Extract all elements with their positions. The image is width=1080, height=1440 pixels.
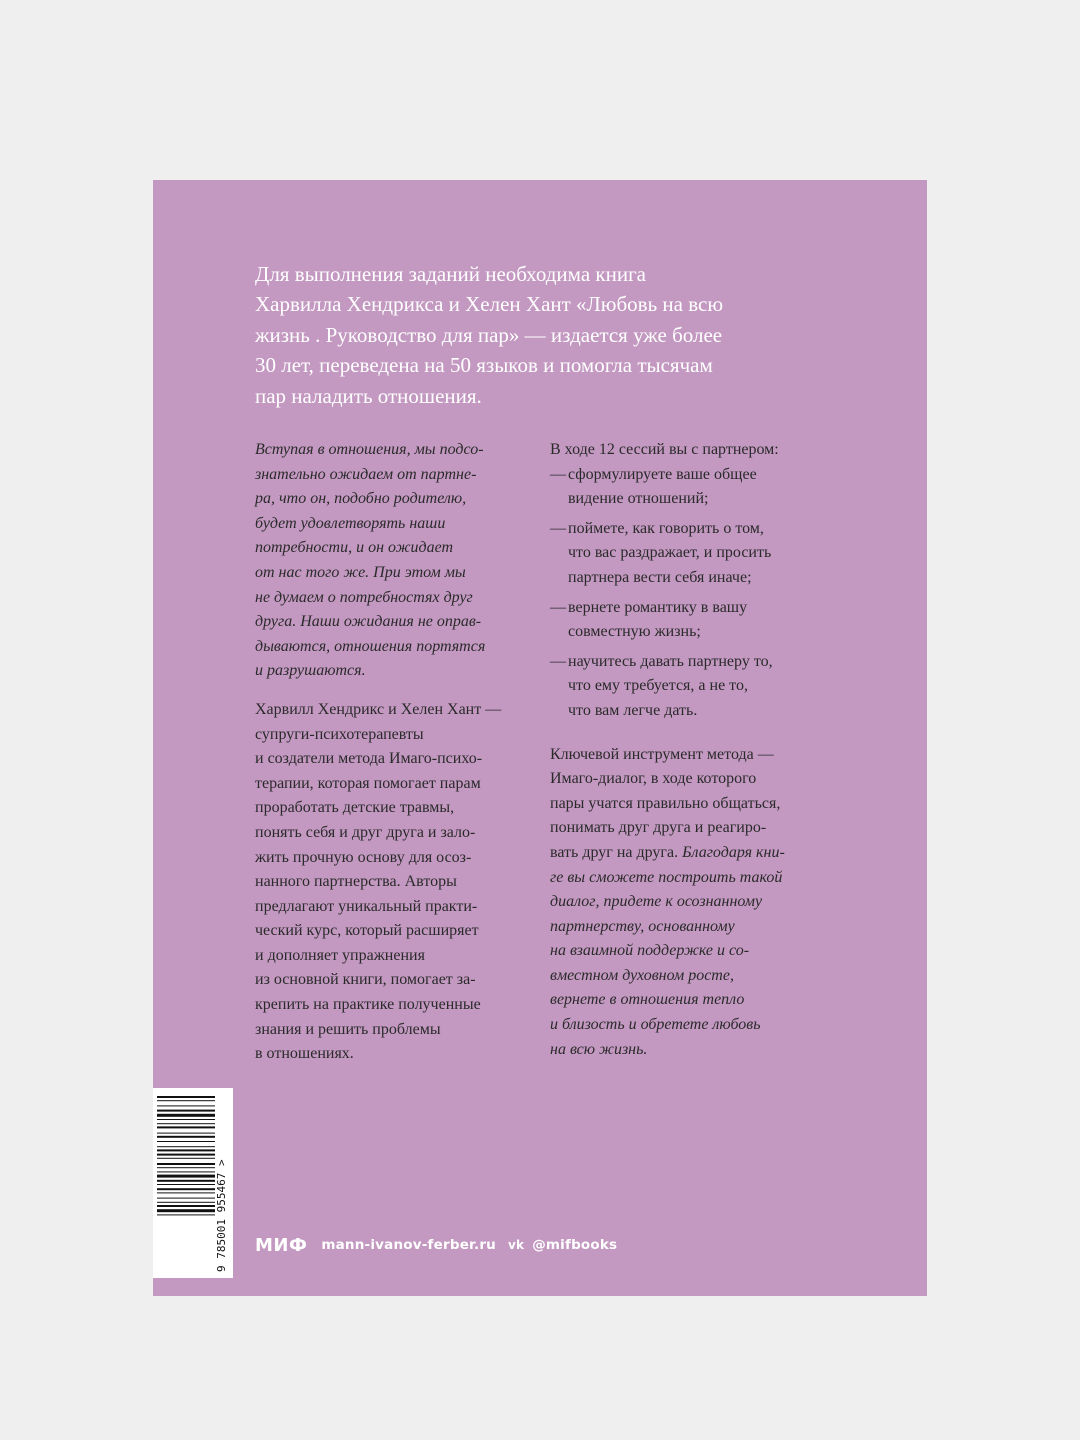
method-paragraph bbox=[550, 743, 835, 1063]
about-authors-paragraph bbox=[255, 698, 533, 1067]
barcode-digits: 9 785001 955467 > bbox=[215, 1159, 228, 1272]
barcode-bar bbox=[157, 1114, 215, 1117]
about-line: предлагают уникальный практи- bbox=[255, 897, 478, 915]
about-line: Харвилл Хендрикс и Хелен Хант — bbox=[255, 700, 502, 718]
barcode-bar bbox=[157, 1163, 215, 1165]
method-line: Имаго-диалог, в ходе которого bbox=[550, 770, 757, 788]
method-line: Ключевой инструмент метода — bbox=[550, 745, 774, 763]
quote-line: будет удовлетворять наши bbox=[255, 514, 446, 532]
intro-line: Для выполнения заданий необходима книга bbox=[255, 262, 647, 286]
publisher-footer bbox=[255, 1234, 617, 1256]
list-item bbox=[550, 463, 835, 512]
about-line: знания и решить проблемы bbox=[255, 1020, 441, 1038]
barcode-bar bbox=[157, 1209, 215, 1212]
barcode-bar bbox=[157, 1158, 215, 1159]
method-plain-part: вать друг на друга. bbox=[550, 843, 683, 861]
list-item-line: — вернете романтику в вашу bbox=[568, 598, 748, 616]
intro-line: жизнь . Руководство для пар» — издается уже более bbox=[255, 322, 723, 347]
list-item-line: — научитесь давать партнеру то, bbox=[568, 652, 773, 670]
barcode-bar bbox=[157, 1110, 215, 1112]
barcode-bar bbox=[157, 1141, 215, 1142]
sessions-list bbox=[550, 463, 835, 724]
about-line: нанного партнерства. Авторы bbox=[255, 873, 457, 891]
quote-line: и разрушаются. bbox=[255, 662, 366, 680]
vk-icon: vk bbox=[508, 1238, 525, 1252]
list-item-line: партнера вести себя иначе; bbox=[568, 568, 752, 586]
barcode-bar bbox=[157, 1171, 215, 1172]
list-item-line: что вам легче дать. bbox=[568, 701, 698, 719]
quote-line: Вступая в отношения, мы подсо- bbox=[255, 441, 484, 458]
left-column bbox=[255, 438, 533, 1067]
right-column bbox=[550, 438, 835, 1062]
barcode-bar bbox=[157, 1184, 215, 1185]
barcode-graphic bbox=[153, 1088, 233, 1278]
list-item bbox=[550, 517, 835, 591]
book-back-cover bbox=[153, 180, 927, 1296]
intro-line: 30 лет, переведена на 50 языков и помогла тысячам bbox=[255, 353, 713, 378]
intro-line: Харвилла Хендрикса и Хелен Хант «Любовь на всю bbox=[255, 292, 724, 317]
method-italic-line: партнерству, основанному bbox=[550, 917, 735, 935]
quote-line: дываются, отношения портятся bbox=[255, 637, 486, 655]
quote-paragraph bbox=[255, 438, 533, 684]
list-item bbox=[550, 596, 835, 645]
quote-line: от нас того же. При этом мы bbox=[255, 563, 466, 581]
about-line: из основной книги, помогает за- bbox=[255, 971, 476, 989]
sessions-title: В ходе 12 сессий вы с партнером: bbox=[550, 441, 779, 458]
about-line: и создатели метода Имаго-психо- bbox=[255, 750, 483, 768]
method-italic-block bbox=[550, 866, 835, 1063]
barcode-bar bbox=[157, 1126, 215, 1128]
about-line: крепить на практике полученные bbox=[255, 996, 481, 1014]
method-italic-line: диалог, придете к осознанному bbox=[550, 893, 763, 911]
list-item-line: видение отношений; bbox=[568, 490, 709, 508]
about-line: в отношениях. bbox=[255, 1045, 354, 1063]
list-item bbox=[550, 650, 835, 724]
quote-line: ра, что он, подобно родителю, bbox=[255, 490, 467, 508]
barcode-bar bbox=[157, 1202, 215, 1203]
barcode-bar bbox=[157, 1180, 215, 1182]
barcode-bar bbox=[157, 1123, 215, 1124]
barcode-bar bbox=[157, 1136, 215, 1138]
list-item-line: что ему требуется, а не то, bbox=[568, 677, 748, 695]
barcode-bar bbox=[157, 1167, 215, 1168]
about-line: понять себя и друг друга и зало- bbox=[255, 823, 476, 841]
barcode-bar bbox=[157, 1214, 215, 1215]
barcode-bar bbox=[157, 1154, 215, 1156]
about-line: терапии, которая помогает парам bbox=[255, 774, 481, 792]
social-handle[interactable]: @mifbooks bbox=[532, 1237, 618, 1253]
method-italic-line: вернете в отношения тепло bbox=[550, 991, 745, 1009]
intro-text bbox=[255, 259, 815, 411]
about-line: супруги-психотерапевты bbox=[255, 725, 424, 743]
method-italic-line: на взаимной поддержке и со- bbox=[550, 942, 750, 960]
website-link[interactable]: mann-ivanov-ferber.ru bbox=[321, 1237, 496, 1253]
barcode-bar bbox=[157, 1096, 215, 1098]
method-line: пары учатся правильно общаться, bbox=[550, 794, 781, 812]
method-line: понимать друг друга и реагиро- bbox=[550, 819, 767, 837]
about-line: ческий курс, который расширяет bbox=[255, 922, 479, 940]
method-italic-part: Благодаря кни- bbox=[682, 843, 785, 861]
method-line-mixed bbox=[550, 841, 835, 866]
list-item-line: совместную жизнь; bbox=[568, 623, 701, 641]
barcode-bar bbox=[157, 1105, 215, 1106]
barcode-bar bbox=[157, 1188, 215, 1190]
barcode-bar bbox=[157, 1146, 215, 1147]
about-line: проработать детские травмы, bbox=[255, 799, 455, 817]
barcode-bar bbox=[157, 1133, 215, 1134]
list-item-line: — поймете, как говорить о том, bbox=[568, 519, 764, 537]
publisher-logo: МИФ bbox=[255, 1234, 308, 1256]
barcode-bar bbox=[157, 1100, 215, 1101]
quote-line: друга. Наши ожидания не оправ- bbox=[255, 613, 482, 631]
method-italic-line: ге вы сможете построить такой bbox=[550, 868, 783, 886]
isbn-barcode bbox=[153, 1088, 233, 1278]
about-line: жить прочную основу для осоз- bbox=[255, 848, 472, 866]
method-italic-line: и близость и обретете любовь bbox=[550, 1016, 761, 1034]
barcode-bar bbox=[157, 1198, 215, 1199]
about-line: и дополняет упражнения bbox=[255, 946, 425, 964]
barcode-bar bbox=[157, 1175, 215, 1178]
barcode-bar bbox=[157, 1205, 215, 1207]
list-item-line: что вас раздражает, и просить bbox=[568, 544, 772, 562]
quote-line: не думаем о потребностях друг bbox=[255, 588, 473, 606]
intro-line: пар наладить отношения. bbox=[255, 383, 482, 408]
list-item-line: — сформулируете ваше общее bbox=[568, 465, 757, 483]
quote-line: потребности, и он ожидает bbox=[255, 539, 454, 557]
barcode-bar bbox=[157, 1149, 215, 1151]
barcode-bar bbox=[157, 1119, 215, 1120]
method-italic-line: вместном духовном росте, bbox=[550, 966, 734, 984]
method-italic-line: на всю жизнь. bbox=[550, 1040, 648, 1058]
barcode-bar bbox=[157, 1192, 215, 1193]
quote-line: знательно ожидаем от партне- bbox=[255, 465, 477, 483]
